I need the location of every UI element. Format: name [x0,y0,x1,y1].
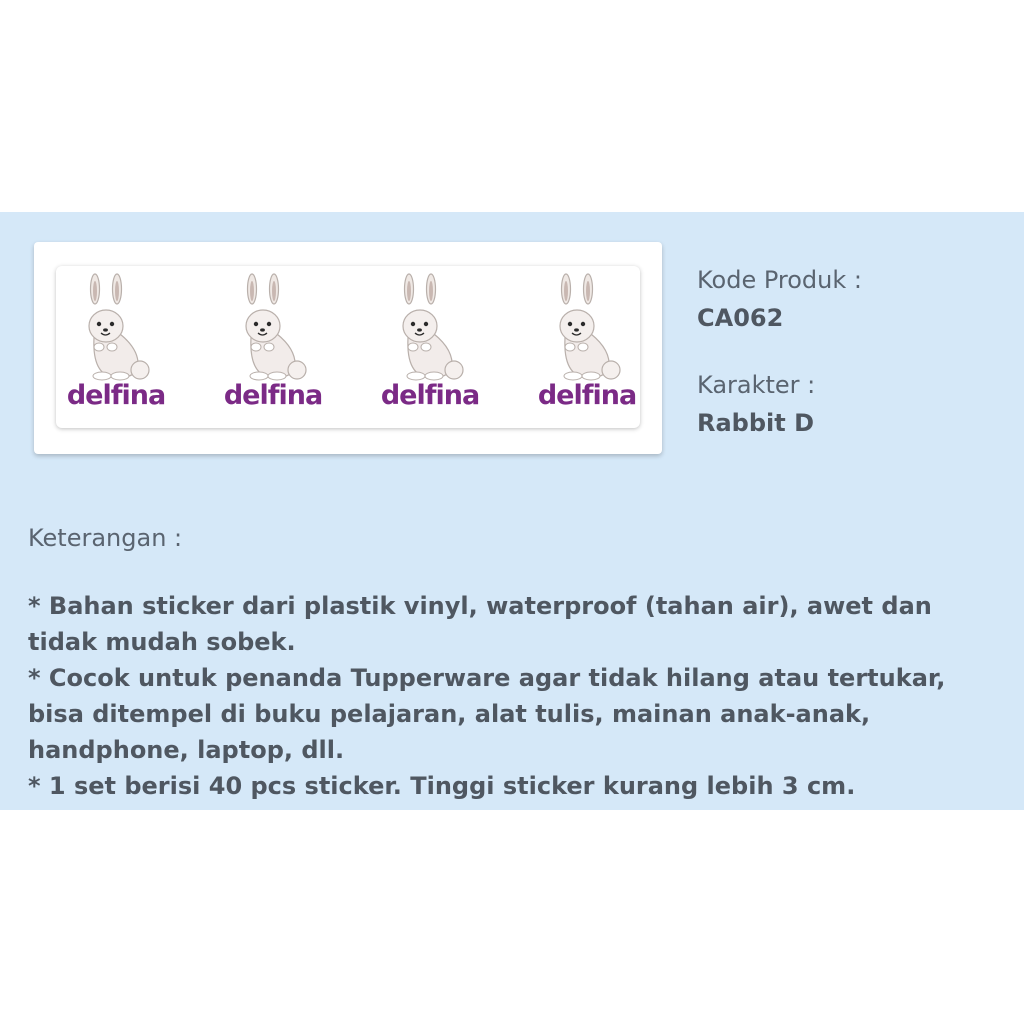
sticker-name-text: delfina [223,380,323,411]
rabbit-icon [388,272,468,382]
sticker-item [213,266,359,428]
sticker-item [370,266,516,428]
character-value: Rabbit D [697,409,815,437]
product-code-label: Kode Produk : [697,266,862,294]
product-panel [0,212,1024,810]
sticker-name-text: delfina [380,380,480,411]
description-line: * Bahan sticker dari plastik vinyl, waterproof (tahan air), awet dan tidak mudah sobek. [28,592,932,656]
sticker-name-text: delfina [537,380,637,411]
rabbit-icon [74,272,154,382]
description-text [28,588,1003,804]
sticker-item [527,266,673,428]
product-code-value: CA062 [697,304,784,332]
sticker-name-text: delfina [66,380,166,411]
description-label: Keterangan : [28,524,183,552]
character-label: Karakter : [697,371,816,399]
description-line: * Cocok untuk penanda Tupperware agar tidak hilang atau tertukar, bisa ditempel di buku pelajaran, alat tulis, mainan anak-anak, handphone, laptop, dll. [28,664,946,764]
sticker-strip [56,266,640,428]
rabbit-icon [231,272,311,382]
sticker-preview-card [34,242,662,454]
description-line: * 1 set berisi 40 pcs sticker. Tinggi sticker kurang lebih 3 cm. [28,772,856,800]
sticker-item [56,266,202,428]
rabbit-icon [545,272,625,382]
